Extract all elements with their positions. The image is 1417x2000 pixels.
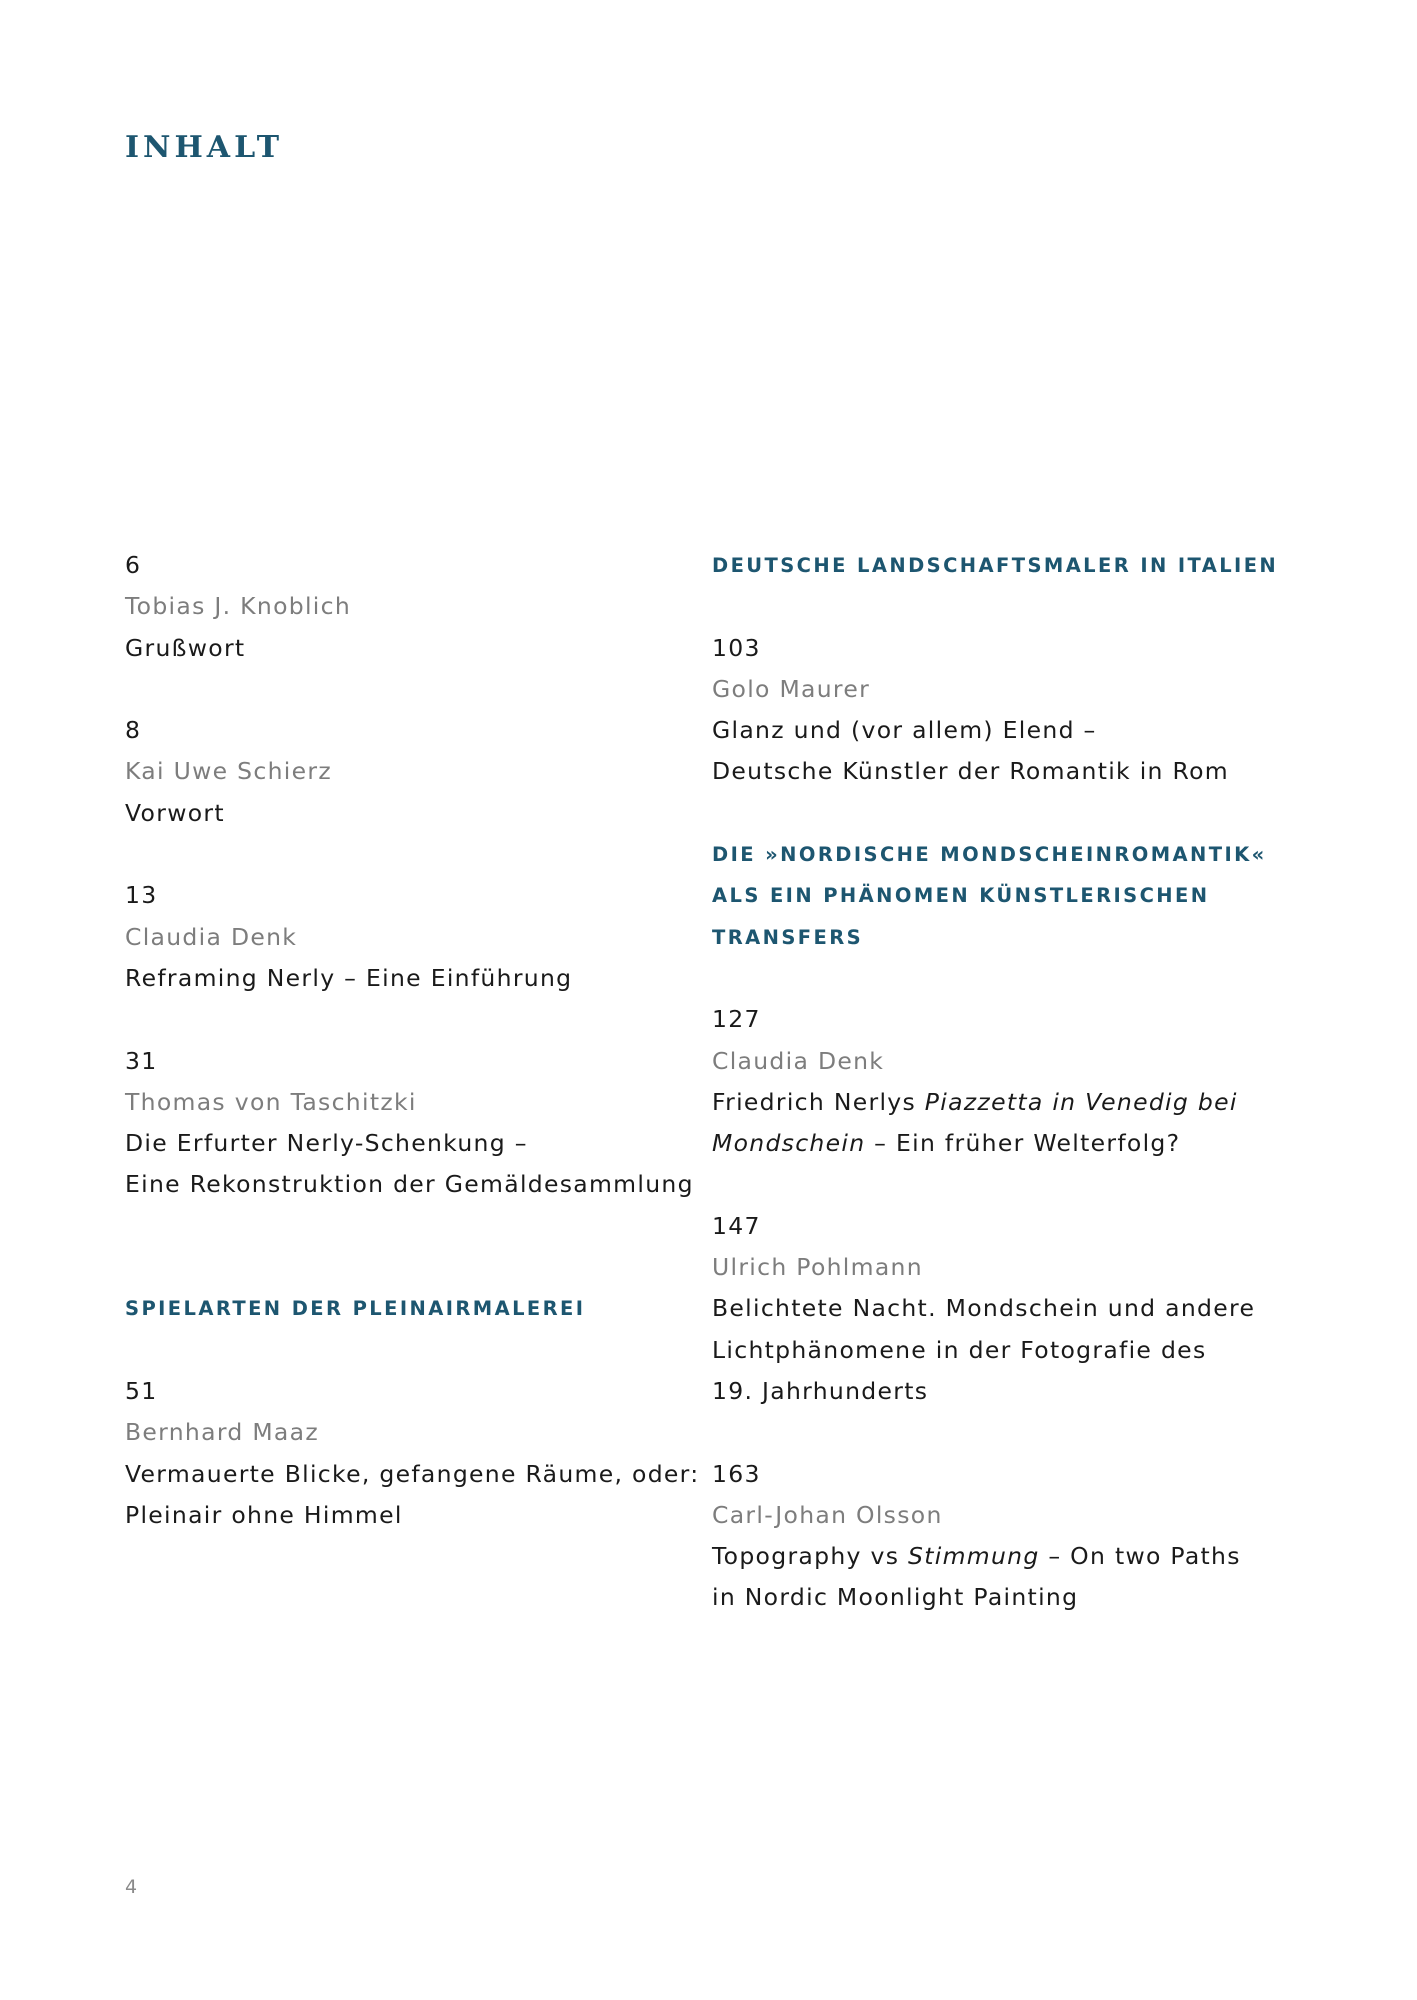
page-title: INHALT	[125, 130, 284, 165]
toc-page-number: 103	[712, 633, 761, 662]
toc-title: Die Erfurter Nerly-Schenkung –	[125, 1129, 528, 1158]
section-heading: DEUTSCHE LANDSCHAFTSMALER IN ITALIEN	[712, 554, 1279, 577]
toc-entry	[712, 1454, 1312, 1619]
toc-title: Reframing Nerly – Eine Einführung	[125, 963, 573, 992]
toc-title-part: Friedrich Nerlys	[712, 1087, 925, 1116]
toc-author: Claudia Denk	[125, 922, 298, 951]
toc-page-number: 8	[125, 716, 142, 745]
toc-title: Glanz und (vor allem) Elend –	[712, 716, 1097, 745]
toc-title: Deutsche Künstler der Romantik in Rom	[712, 757, 1229, 786]
artwork-title: Mondschein	[712, 1129, 866, 1158]
toc-title: Belichtete Nacht. Mondschein und andere	[712, 1294, 1256, 1323]
toc-entry	[125, 545, 685, 669]
toc-author: Claudia Denk	[712, 1046, 885, 1075]
toc-left-column	[125, 545, 700, 1536]
section-heading: SPIELARTEN DER PLEINAIRMALEREI	[125, 1297, 586, 1321]
toc-author: Kai Uwe Schierz	[125, 757, 332, 786]
toc-title	[712, 1082, 1312, 1123]
toc-title: Vermauerte Blicke, gefangene Räume, oder:	[125, 1459, 700, 1488]
toc-title: Eine Rekonstruktion der Gemäldesammlung	[125, 1170, 694, 1199]
toc-page-number: 31	[125, 1046, 158, 1075]
toc-title: in Nordic Moonlight Painting	[712, 1583, 1079, 1612]
toc-author: Carl-Johan Olsson	[712, 1500, 943, 1529]
toc-author: Tobias J. Knoblich	[125, 592, 352, 621]
toc-title: Vorwort	[125, 798, 225, 827]
toc-author: Thomas von Taschitzki	[125, 1087, 417, 1116]
toc-page-number: 13	[125, 881, 158, 910]
toc-title: Grußwort	[125, 633, 246, 662]
toc-author: Ulrich Pohlmann	[712, 1253, 923, 1282]
term-title: Stimmung	[908, 1542, 1040, 1571]
toc-entry	[712, 628, 1312, 793]
toc-title: Pleinair ohne Himmel	[125, 1500, 403, 1529]
toc-entry	[125, 710, 685, 834]
toc-page-number: 127	[712, 1005, 761, 1034]
artwork-title: Piazzetta in Venedig bei	[924, 1087, 1238, 1116]
toc-title-part: – On two Paths	[1039, 1542, 1241, 1571]
section-heading-line: DIE »NORDISCHE MONDSCHEINROMANTIK«	[712, 843, 1267, 867]
toc-page-number: 147	[712, 1211, 761, 1240]
toc-entry	[125, 1371, 700, 1536]
toc-entry	[712, 1206, 1312, 1412]
toc-page-number: 163	[712, 1459, 761, 1488]
section-heading-line: ALS EIN PHÄNOMEN KÜNSTLERISCHEN	[712, 884, 1210, 908]
toc-title: 19. Jahrhunderts	[712, 1376, 929, 1405]
toc-title-part: – Ein früher Welterfolg?	[865, 1129, 1181, 1158]
toc-title: Lichtphänomene in der Fotografie des	[712, 1335, 1207, 1364]
toc-entry	[712, 999, 1312, 1164]
section-heading-line: TRANSFERS	[712, 925, 864, 949]
toc-page-number: 51	[125, 1376, 158, 1405]
page-number: 4	[125, 1876, 138, 1898]
toc-title	[712, 1123, 1312, 1164]
toc-right-column	[712, 545, 1312, 1619]
toc-entry	[125, 875, 685, 999]
toc-author: Bernhard Maaz	[125, 1418, 319, 1447]
toc-entry	[125, 1041, 694, 1206]
toc-title	[712, 1536, 1312, 1577]
toc-author: Golo Maurer	[712, 674, 871, 703]
section-heading	[712, 834, 1312, 958]
toc-page-number: 6	[125, 551, 142, 579]
toc-title-part: Topography vs	[712, 1542, 909, 1571]
